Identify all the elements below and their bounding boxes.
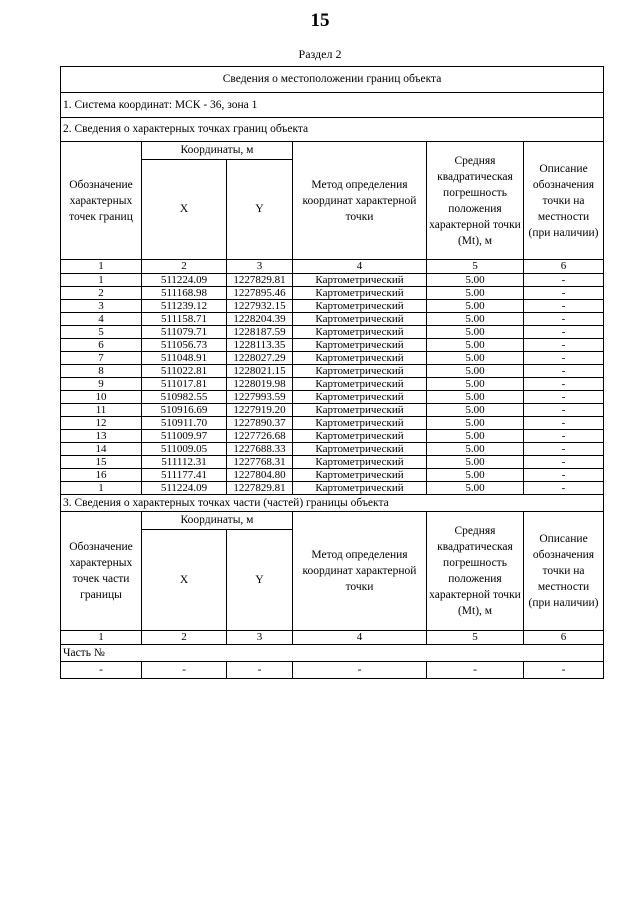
cell-accuracy: 5.00	[427, 274, 524, 287]
cell-y: 1227829.81	[227, 274, 293, 287]
table-row	[61, 417, 604, 430]
cell-y: 1227890.37	[227, 417, 293, 430]
cell-accuracy: 5.00	[427, 378, 524, 391]
cell-y: 1227804.80	[227, 469, 293, 482]
hdr-part-designation: Обозначение характерных точек части границы	[61, 512, 142, 631]
cell-description: -	[524, 482, 604, 495]
empty-cell: -	[293, 662, 427, 679]
table-row	[61, 391, 604, 404]
col-number: 5	[427, 631, 524, 645]
cell-y: 1228021.15	[227, 365, 293, 378]
cell-accuracy: 5.00	[427, 456, 524, 469]
cell-x: 511239.12	[142, 300, 227, 313]
cell-method: Картометрический	[293, 482, 427, 495]
cell-x: 511224.09	[142, 482, 227, 495]
cell-method: Картометрический	[293, 365, 427, 378]
table-row	[61, 469, 604, 482]
cell-x: 511048.91	[142, 352, 227, 365]
empty-cell: -	[427, 662, 524, 679]
cell-method: Картометрический	[293, 404, 427, 417]
part2-heading: 2. Сведения о характерных точках границ объекта	[61, 118, 604, 142]
cell-method: Картометрический	[293, 352, 427, 365]
col-number: 6	[524, 631, 604, 645]
cell-accuracy: 5.00	[427, 443, 524, 456]
cell-method: Картометрический	[293, 391, 427, 404]
cell-description: -	[524, 326, 604, 339]
cell-point: 7	[61, 352, 142, 365]
cell-method: Картометрический	[293, 469, 427, 482]
table-row	[61, 378, 604, 391]
table-row	[61, 456, 604, 469]
cell-point: 3	[61, 300, 142, 313]
cell-method: Картометрический	[293, 287, 427, 300]
cell-x: 511017.81	[142, 378, 227, 391]
hdr-part-y: Y	[227, 530, 293, 631]
cell-x: 510982.55	[142, 391, 227, 404]
col-number: 3	[227, 260, 293, 274]
cell-point: 5	[61, 326, 142, 339]
table-row	[61, 443, 604, 456]
hdr-accuracy: Средняя квадратическая погрешность положения характерной точки (Mt), м	[427, 142, 524, 260]
cell-accuracy: 5.00	[427, 365, 524, 378]
cell-accuracy: 5.00	[427, 404, 524, 417]
cell-y: 1227895.46	[227, 287, 293, 300]
table-row	[61, 482, 604, 495]
table-row	[61, 313, 604, 326]
table-title: Сведения о местоположении границ объекта	[61, 67, 604, 93]
empty-cell: -	[227, 662, 293, 679]
cell-x: 511158.71	[142, 313, 227, 326]
cell-method: Картометрический	[293, 339, 427, 352]
hdr-part-method: Метод определения координат характерной точки	[293, 512, 427, 631]
cell-accuracy: 5.00	[427, 469, 524, 482]
col-number: 5	[427, 260, 524, 274]
cell-description: -	[524, 274, 604, 287]
hdr-part-coordinates: Координаты, м	[142, 512, 293, 530]
part-empty-row	[61, 662, 604, 679]
cell-method: Картометрический	[293, 300, 427, 313]
cell-accuracy: 5.00	[427, 430, 524, 443]
cell-accuracy: 5.00	[427, 300, 524, 313]
col-number: 4	[293, 631, 427, 645]
cell-point: 1	[61, 274, 142, 287]
cell-method: Картометрический	[293, 313, 427, 326]
table-row	[61, 300, 604, 313]
hdr-part-accuracy: Средняя квадратическая погрешность положения характерной точки (Mt), м	[427, 512, 524, 631]
cell-accuracy: 5.00	[427, 313, 524, 326]
cell-x: 511168.98	[142, 287, 227, 300]
cell-description: -	[524, 378, 604, 391]
cell-point: 11	[61, 404, 142, 417]
hdr-x: X	[142, 160, 227, 260]
hdr-coordinates: Координаты, м	[142, 142, 293, 160]
cell-point: 12	[61, 417, 142, 430]
col-number: 1	[61, 260, 142, 274]
cell-y: 1227932.15	[227, 300, 293, 313]
table-row	[61, 430, 604, 443]
col-number: 2	[142, 260, 227, 274]
cell-y: 1227829.81	[227, 482, 293, 495]
part3-heading: 3. Сведения о характерных точках части (частей) границы объекта	[61, 495, 604, 512]
cell-description: -	[524, 313, 604, 326]
cell-y: 1228204.39	[227, 313, 293, 326]
cell-x: 511056.73	[142, 339, 227, 352]
cell-point: 13	[61, 430, 142, 443]
coord-system: 1. Система координат: МСК - 36, зона 1	[61, 93, 604, 118]
cell-accuracy: 5.00	[427, 352, 524, 365]
cell-x: 511177.41	[142, 469, 227, 482]
cell-y: 1228113.35	[227, 339, 293, 352]
col-number: 4	[293, 260, 427, 274]
column-numbers-row	[61, 260, 604, 274]
cell-x: 511079.71	[142, 326, 227, 339]
cell-point: 9	[61, 378, 142, 391]
empty-cell: -	[61, 662, 142, 679]
cell-accuracy: 5.00	[427, 417, 524, 430]
cell-method: Картометрический	[293, 443, 427, 456]
cell-x: 511009.97	[142, 430, 227, 443]
cell-y: 1227993.59	[227, 391, 293, 404]
empty-cell: -	[142, 662, 227, 679]
cell-y: 1227919.20	[227, 404, 293, 417]
table-row	[61, 352, 604, 365]
table-row	[61, 339, 604, 352]
part-number-label: Часть №	[61, 645, 604, 662]
table-row	[61, 404, 604, 417]
hdr-description: Описание обозначения точки на местности (при наличии)	[524, 142, 604, 260]
hdr-part-description: Описание обозначения точки на местности (при наличии)	[524, 512, 604, 631]
cell-method: Картометрический	[293, 430, 427, 443]
page-number: 15	[310, 10, 330, 31]
hdr-method: Метод определения координат характерной точки	[293, 142, 427, 260]
section-label: Раздел 2	[298, 47, 342, 61]
part-column-numbers-row	[61, 631, 604, 645]
cell-accuracy: 5.00	[427, 287, 524, 300]
cell-point: 14	[61, 443, 142, 456]
cell-point: 6	[61, 339, 142, 352]
cell-accuracy: 5.00	[427, 326, 524, 339]
cell-method: Картометрический	[293, 417, 427, 430]
cell-point: 1	[61, 482, 142, 495]
cell-method: Картометрический	[293, 456, 427, 469]
cell-point: 10	[61, 391, 142, 404]
empty-cell: -	[524, 662, 604, 679]
cell-point: 15	[61, 456, 142, 469]
cell-description: -	[524, 430, 604, 443]
table-row	[61, 326, 604, 339]
cell-y: 1228019.98	[227, 378, 293, 391]
table-row	[61, 365, 604, 378]
cell-description: -	[524, 339, 604, 352]
cell-x: 511022.81	[142, 365, 227, 378]
hdr-part-x: X	[142, 530, 227, 631]
cell-x: 511112.31	[142, 456, 227, 469]
cell-y: 1228187.59	[227, 326, 293, 339]
cell-description: -	[524, 456, 604, 469]
cell-point: 16	[61, 469, 142, 482]
cell-accuracy: 5.00	[427, 391, 524, 404]
cell-y: 1227688.33	[227, 443, 293, 456]
col-number: 2	[142, 631, 227, 645]
cell-accuracy: 5.00	[427, 339, 524, 352]
cell-method: Картометрический	[293, 326, 427, 339]
cell-y: 1228027.29	[227, 352, 293, 365]
cell-description: -	[524, 443, 604, 456]
cell-y: 1227768.31	[227, 456, 293, 469]
cell-description: -	[524, 365, 604, 378]
hdr-designation: Обозначение характерных точек границ	[61, 142, 142, 260]
col-number: 6	[524, 260, 604, 274]
cell-description: -	[524, 287, 604, 300]
cell-method: Картометрический	[293, 378, 427, 391]
col-number: 3	[227, 631, 293, 645]
cell-x: 511224.09	[142, 274, 227, 287]
cell-description: -	[524, 391, 604, 404]
cell-point: 8	[61, 365, 142, 378]
cell-description: -	[524, 300, 604, 313]
cell-description: -	[524, 417, 604, 430]
cell-x: 510916.69	[142, 404, 227, 417]
table-row	[61, 274, 604, 287]
boundary-table	[60, 66, 604, 679]
cell-method: Картометрический	[293, 274, 427, 287]
table-row	[61, 287, 604, 300]
col-number: 1	[61, 631, 142, 645]
cell-description: -	[524, 404, 604, 417]
cell-y: 1227726.68	[227, 430, 293, 443]
cell-description: -	[524, 352, 604, 365]
cell-point: 4	[61, 313, 142, 326]
cell-x: 510911.70	[142, 417, 227, 430]
cell-description: -	[524, 469, 604, 482]
cell-x: 511009.05	[142, 443, 227, 456]
cell-accuracy: 5.00	[427, 482, 524, 495]
hdr-y: Y	[227, 160, 293, 260]
cell-point: 2	[61, 287, 142, 300]
